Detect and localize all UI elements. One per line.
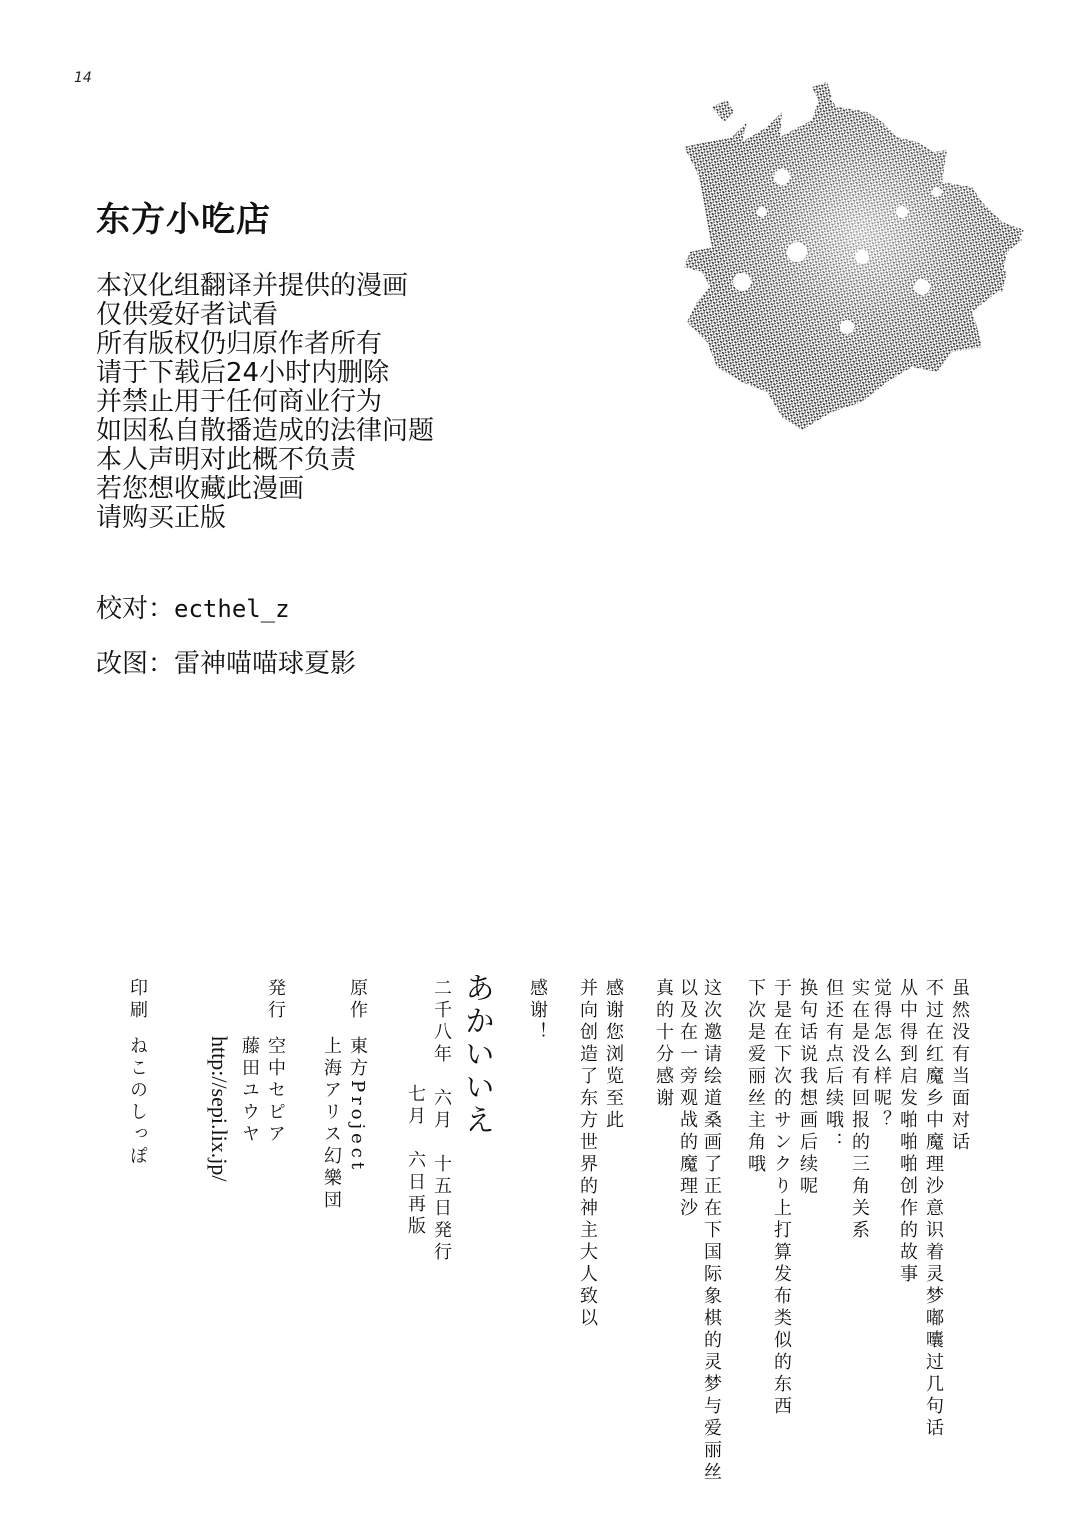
afterword-column: 于是在下次的サンクり上打算发布类似的东西 bbox=[771, 978, 792, 1418]
original-studio: 上海アリス幻樂団 bbox=[321, 1036, 342, 1212]
notice-line: 请购买正版 bbox=[96, 503, 227, 533]
editing-label: 改图： bbox=[96, 649, 175, 679]
notice-line: 请于下载后24小时内删除 bbox=[96, 358, 390, 388]
afterword-column: 不过在红魔乡中魔理沙意识着灵梦嘟囔过几句话 bbox=[923, 978, 944, 1440]
circle-name: あかいいえ bbox=[459, 972, 494, 1137]
original-label: 原作 bbox=[347, 978, 368, 1022]
notice-line: 若您想收藏此漫画 bbox=[96, 474, 305, 504]
afterword-column: 感谢！ bbox=[527, 978, 548, 1044]
notice-line: 并禁止用于任何商业行为 bbox=[96, 387, 383, 417]
first-print-date: 二千八年 六月 十五日発行 bbox=[431, 978, 452, 1264]
afterword-column: 但还有点后续哦： bbox=[823, 978, 844, 1154]
notice-line: 仅供爱好者试看 bbox=[96, 300, 279, 330]
editing-value: 雷神喵喵球夏影 bbox=[174, 649, 357, 679]
afterword-column: 虽然没有当面对话 bbox=[949, 978, 970, 1154]
fractal-tree-illustration bbox=[672, 82, 1052, 442]
publisher-label: 発行 bbox=[265, 978, 286, 1022]
notice-line: 本汉化组翻译并提供的漫画 bbox=[96, 271, 409, 301]
reprint-date: 七月 六日再版 bbox=[405, 1084, 426, 1238]
afterword-column: 以及在一旁观战的魔理沙 bbox=[677, 978, 698, 1220]
afterword-column: 真的十分感谢 bbox=[653, 978, 674, 1110]
page-number: 14 bbox=[74, 70, 92, 86]
afterword-column: 从中得到启发啪啪啪创作的故事 bbox=[897, 978, 918, 1286]
page-title: 东方小吃店 bbox=[96, 200, 271, 240]
publisher-value: 空中セピア bbox=[265, 1036, 286, 1146]
afterword-column: 下次是爱丽丝主角哦 bbox=[745, 978, 766, 1176]
printer-label: 印刷 bbox=[127, 978, 148, 1022]
afterword-column: 感谢您浏览至此 bbox=[603, 978, 624, 1132]
afterword-column: 换句话说我想画后续呢 bbox=[797, 978, 818, 1198]
afterword-column: 实在是没有回报的三角关系 bbox=[849, 978, 870, 1242]
credit-proofreading bbox=[96, 588, 290, 625]
publisher-person: 藤田ユウヤ bbox=[239, 1036, 260, 1146]
credit-editing bbox=[96, 643, 356, 680]
publisher-url: http://sepi.lix.jp/ bbox=[207, 1036, 232, 1182]
afterword-column: 并向创造了东方世界的神主大人致以 bbox=[577, 978, 598, 1330]
proofreading-value: ecthel_z bbox=[174, 595, 290, 623]
original-value: 東方Project bbox=[347, 1036, 368, 1174]
disclaimer-notice bbox=[96, 272, 434, 533]
notice-line: 如因私自散播造成的法律问题 bbox=[96, 416, 435, 446]
afterword-column: 觉得怎么样呢？ bbox=[871, 978, 892, 1132]
afterword-column: 这次邀请绘道桑画了正在下国际象棋的灵梦与爱丽丝 bbox=[701, 978, 722, 1484]
proofreading-label: 校对： bbox=[96, 594, 175, 624]
notice-line: 所有版权仍归原作者所有 bbox=[96, 329, 383, 359]
printer-value: ねこのしっぽ bbox=[127, 1036, 148, 1168]
notice-line: 本人声明对此概不负责 bbox=[96, 445, 357, 475]
